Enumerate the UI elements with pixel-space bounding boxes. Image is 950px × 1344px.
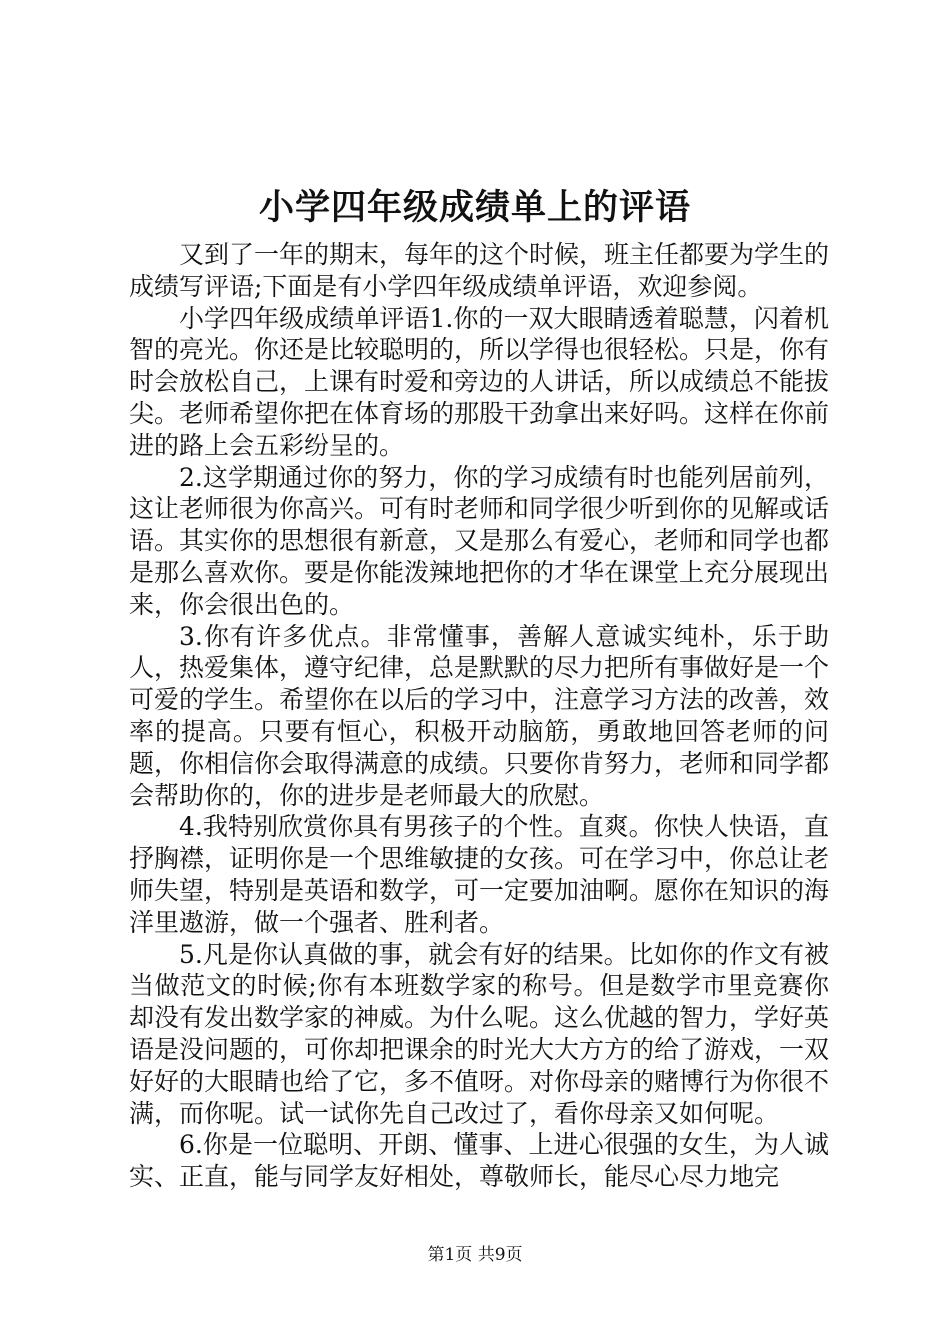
page-title: 小学四年级成绩单上的评语: [258, 187, 691, 228]
paragraph-intro: 又到了一年的期末，每年的这个时候，班主任都要为学生的成绩写评语;下面是有小学四年级成绩单评语，欢迎参阅。: [129, 240, 830, 301]
paragraph-comment-1: 小学四年级成绩单评语1.你的一双大眼睛透着聪慧，闪着机智的亮光。你还是比较聪明的，所以学得也很轻松。只是，你有时会放松自己，上课有时爱和旁边的人讲话，所以成绩总不能拔尖。老师希望你把在体育场的那股干劲拿出来好吗。这样在你前进的路上会五彩纷呈的。: [129, 303, 830, 460]
paragraph-comment-5: 5.凡是你认真做的事，就会有好的结果。比如你的作文有被当做范文的时候;你有本班数学家的称号。但是数学市里竞赛你却没有发出数学家的神威。为什么呢。这么优越的智力，学好英语是没问题的，可你却把课余的时光大大方方的给了游戏，一双好好的大眼睛也给了它，多不值呀。对你母亲的赌博行为你很不满，而你呢。试一试你先自己改过了，看你母亲又如何呢。: [129, 939, 830, 1128]
document-body: [129, 239, 829, 1193]
paragraph-comment-2: 2.这学期通过你的努力，你的学习成绩有时也能列居前列，这让老师很为你高兴。可有时老师和同学很少听到你的见解或话语。其实你的思想很有新意，又是那么有爱心，老师和同学也都是那么喜欢你。要是你能泼辣地把你的才华在课堂上充分展现出来，你会很出色的。: [129, 462, 830, 619]
paragraph-comment-4: 4.我特别欣赏你具有男孩子的个性。直爽。你快人快语，直抒胸襟，证明你是一个思维敏捷的女孩。可在学习中，你总让老师失望，特别是英语和数学，可一定要加油啊。愿你在知识的海洋里遨游，做一个强者、胜利者。: [129, 812, 830, 937]
paragraph-comment-3: 3.你有许多优点。非常懂事，善解人意诚实纯朴，乐于助人，热爱集体，遵守纪律，总是默默的尽力把所有事做好是一个可爱的学生。希望你在以后的学习中，注意学习方法的改善，效率的提高。只要有恒心，积极开动脑筋，勇敢地回答老师的问题，你相信你会取得满意的成绩。只要你肯努力，老师和同学都会帮助你的，你的进步是老师最大的欣慰。: [129, 621, 830, 810]
paragraph-comment-6: 6.你是一位聪明、开朗、懂事、上进心很强的女生，为人诚实、正直，能与同学友好相处，尊敬师长，能尽心尽力地完: [129, 1130, 829, 1192]
page-footer: 第1页 共9页: [427, 1245, 523, 1265]
